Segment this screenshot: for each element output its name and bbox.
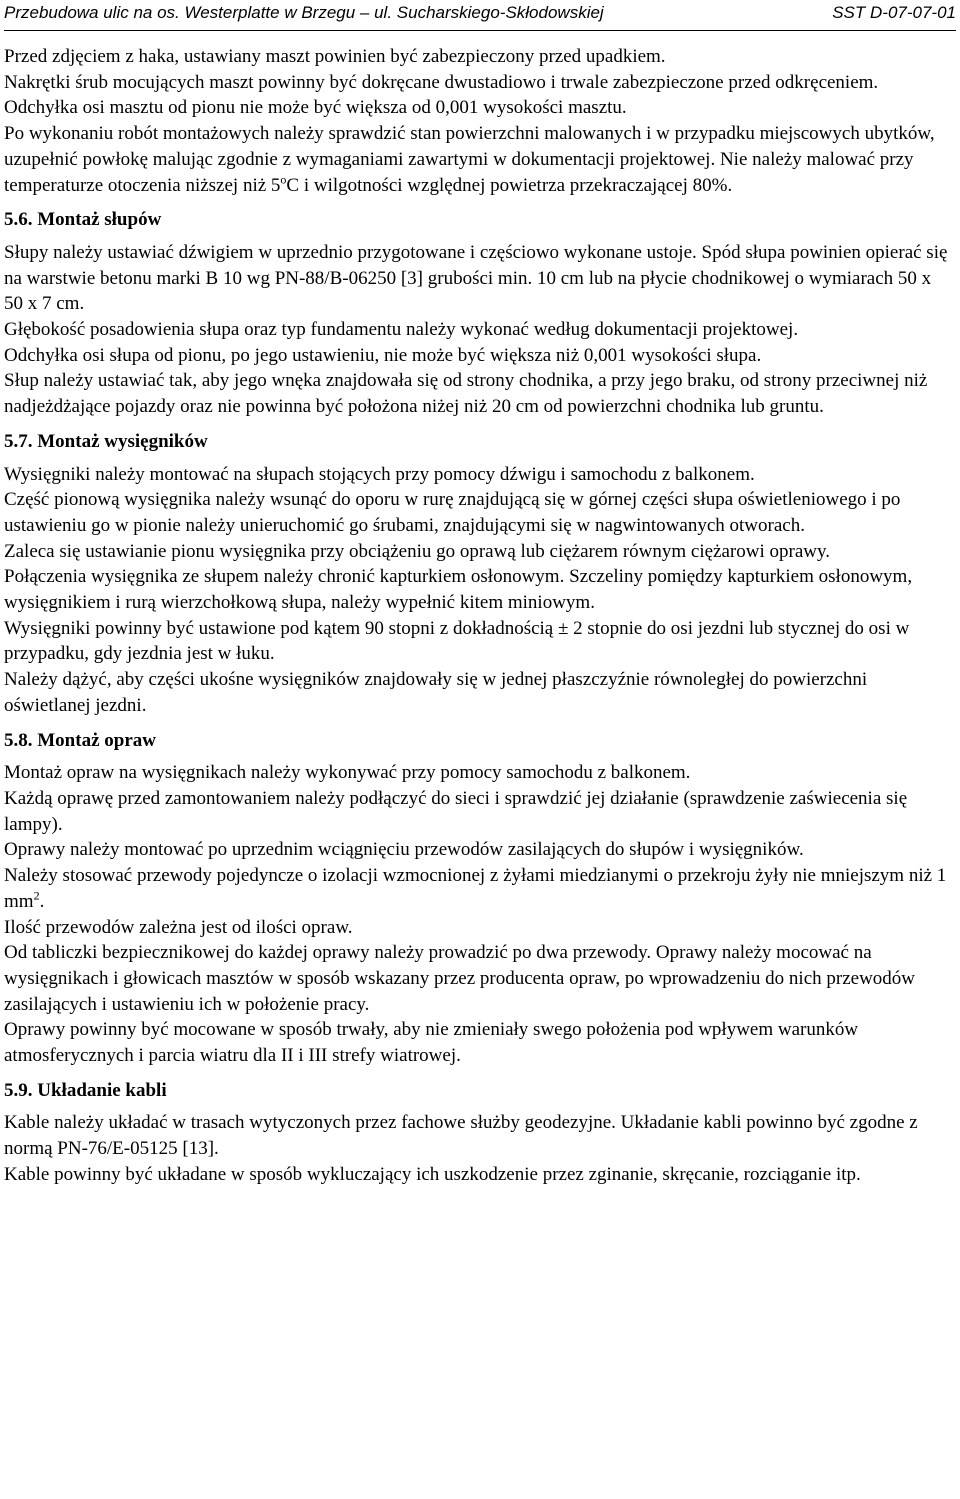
paragraph: Każdą oprawę przed zamontowaniem należy podłączyć do sieci i sprawdzić jej działanie (sprawdzenie zaświecenia się lampy).: [4, 787, 908, 835]
paragraph: Słup należy ustawiać tak, aby jego wnęka znajdowała się od strony chodnika, a przy jego braku, od strony przeciwnej niż nadjeżdżające pojazdy oraz nie powinna być położona niżej niż 20 cm od powierzchni chodnika lub gruntu.: [4, 370, 928, 418]
page-content: [4, 44, 950, 1188]
header-spec-code: SST D-07-07-01: [832, 3, 956, 22]
paragraph: [4, 121, 950, 198]
paragraph-text: Należy stosować przewody pojedyncze o izolacji wzmocnionej z żyłami miedzianymi o przekroju żyły nie mniejszym niż 1 mm: [4, 865, 947, 912]
paragraph: Kable powinny być układane w sposób wykluczający ich uszkodzenie przez zginanie, skręcanie, rozciąganie itp.: [4, 1163, 861, 1185]
paragraph: Wysięgniki powinny być ustawione pod kątem 90 stopni z dokładnością ± 2 stopnie do osi jezdni lub stycznej do osi w przypadku, gdy jezdnia jest w łuku.: [4, 617, 910, 665]
section-heading-5-9: 5.9. Układanie kabli: [4, 1079, 167, 1101]
paragraph: Kable należy układać w trasach wytyczonych przez fachowe służby geodezyjne. Układanie kabli powinno być zgodne z normą PN-76/E-05125 [13].: [4, 1112, 918, 1160]
paragraph: Przed zdjęciem z haka, ustawiany maszt powinien być zabezpieczony przed upadkiem.: [4, 46, 666, 67]
squared-superscript: 2: [33, 888, 40, 903]
paragraph: Oprawy powinny być mocowane w sposób trwały, aby nie zmieniały swego położenia pod wpływem warunków atmosferycznych i parcia wiatru dla II i III strefy wiatrowej.: [4, 1019, 859, 1067]
paragraph: Zaleca się ustawianie pionu wysięgnika przy obciążeniu go oprawą lub ciężarem równym ciężarowi oprawy.: [4, 540, 830, 562]
paragraph: Połączenia wysięgnika ze słupem należy chronić kapturkiem osłonowym. Szczeliny pomiędzy kapturkiem osłonowym, wysięgnikiem i rurą wierzchołkową słupa, należy wypełnić kitem miniowym.: [4, 566, 913, 614]
paragraph: Słupy należy ustawiać dźwigiem w uprzednio przygotowane i częściowo wykonane ustoje. Spód słupa powinien opierać się na warstwie betonu marki B 10 wg PN-88/B-06250 [3] grubości min. 10 cm lub na płycie chodnikowej o wymiarach 50 x 50 x 7 cm.: [4, 241, 948, 315]
paragraph: Należy dążyć, aby części ukośne wysięgników znajdowały się w jednej płaszczyźnie równoległej do powierzchni oświetlanej jezdni.: [4, 669, 868, 716]
paragraph: Montaż opraw na wysięgnikach należy wykonywać przy pomocy samochodu z balkonem.: [4, 762, 691, 784]
degree-superscript: o: [280, 172, 287, 187]
section-heading-5-8: 5.8. Montaż opraw: [4, 729, 156, 751]
paragraph: Odchyłka osi masztu od pionu nie może być większa od 0,001 wysokości masztu.: [4, 97, 627, 119]
header-title: Przebudowa ulic na os. Westerplatte w Brzegu – ul. Sucharskiego-Skłodowskiej: [4, 3, 604, 22]
paragraph: Oprawy należy montować po uprzednim wciągnięciu przewodów zasilających do słupów i wysięgników.: [4, 839, 804, 861]
paragraph-text: .: [39, 890, 45, 912]
paragraph-text: C i wilgotności względnej powietrza przekraczającej 80%.: [286, 174, 733, 196]
page-header: [4, 0, 956, 31]
section-heading-5-6: 5.6. Montaż słupów: [4, 209, 162, 231]
paragraph: Odchyłka osi słupa od pionu, po jego ustawieniu, nie może być większa niż 0,001 wysokości słupa.: [4, 344, 762, 366]
paragraph: Wysięgniki należy montować na słupach stojących przy pomocy dźwigu i samochodu z balkonem.: [4, 463, 755, 485]
paragraph-text: Po wykonaniu robót montażowych należy sprawdzić stan powierzchni malowanych i w przypadku miejscowych ubytków, uzupełnić powłokę malując zgodnie z wymaganiami zawartymi w dokumentacji projektowej. Nie należy malować przy temperaturze otoczenia niższej niż 5: [4, 123, 935, 196]
paragraph: Nakrętki śrub mocujących maszt powinny być dokręcane dwustadiowo i trwale zabezpieczone przed odkręceniem.: [4, 71, 879, 93]
paragraph: Od tabliczki bezpiecznikowej do każdej oprawy należy prowadzić po dwa przewody. Oprawy należy mocować na wysięgnikach i głowicach masztów w sposób wskazany przez producenta opraw, po wprowadzeniu do nich przewodów zasilających i ustawieniu ich w położenie pracy.: [4, 942, 916, 1015]
section-heading-5-7: 5.7. Montaż wysięgników: [4, 430, 208, 452]
paragraph: Część pionową wysięgnika należy wsunąć do oporu w rurę znajdującą się w górnej części słupa oświetleniowego i po ustawieniu go w pionie należy unieruchomić go śrubami, znajdującymi się w nagwintowanych otworach.: [4, 489, 901, 536]
paragraph: Głębokość posadowienia słupa oraz typ fundamentu należy wykonać według dokumentacji projektowej.: [4, 319, 799, 341]
paragraph: Ilość przewodów zależna jest od ilości opraw.: [4, 916, 353, 938]
paragraph: [4, 863, 950, 914]
